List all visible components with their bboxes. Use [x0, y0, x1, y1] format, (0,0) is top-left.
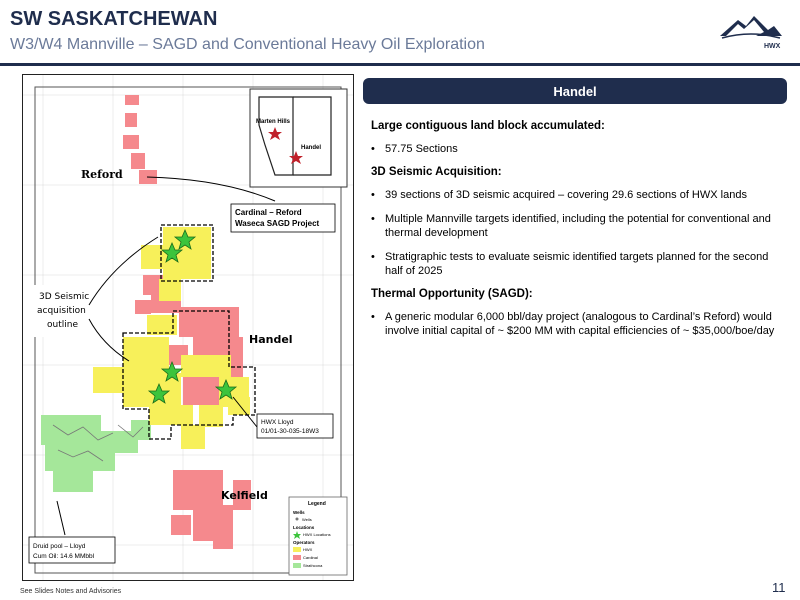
callout-druid-line-2: Cum Oil: 14.6 MMbbl [33, 553, 95, 560]
bullet-land-1: • 57.75 Sections [371, 142, 781, 156]
legend-wells-heading: Wells [293, 510, 305, 515]
callout-druid [29, 537, 115, 563]
strathcona-lands [41, 415, 151, 492]
legend-wells-item: Wells [302, 517, 312, 522]
legend-swatch-strathcona [293, 563, 301, 568]
title-rule [0, 63, 800, 66]
slide-title: SW SASKATCHEWAN [10, 8, 218, 30]
legend-operators-heading: Operators [293, 540, 315, 545]
section-list-seismic [371, 188, 781, 278]
slide-subtitle: W3/W4 Mannville – SAGD and Conventional Heavy Oil Exploration [10, 36, 485, 53]
seismic-label-line-3: outline [47, 320, 78, 330]
legend-well-symbol [296, 518, 299, 521]
label-reford: Reford [81, 168, 123, 181]
page-number: 11 [772, 580, 786, 595]
hwx-logo [716, 10, 786, 50]
bullet-seismic-2: • Multiple Mannville targets identified, including the potential for conventional and thermal development [371, 212, 781, 240]
legend-locations-heading: Locations [293, 525, 315, 530]
inset-map [250, 89, 347, 187]
section-list-land [371, 142, 781, 156]
inset-label-marten-hills: Marten Hills [256, 119, 291, 125]
logo-text: HWX [764, 43, 781, 50]
legend-swatch-cardinal [293, 555, 301, 560]
callout-cardinal [231, 204, 335, 232]
handel-details-panel [371, 120, 781, 348]
callout-hwx-lloyd [257, 414, 333, 438]
label-kelfield: Kelfield [221, 489, 268, 502]
bullet-thermal-1: • A generic modular 6,000 bbl/day project (analogous to Cardinal’s Reford) would involve initial capital of ~ $200 MM with capital efficiencies of ~ $35,000/boe/day [371, 310, 781, 338]
callout-cardinal-line-2: Waseca SAGD Project [235, 219, 320, 228]
inset-label-handel: Handel [301, 145, 322, 151]
callout-hwx-lloyd-line-2: 01/01-30-035-18W3 [261, 428, 319, 435]
label-handel: Handel [249, 333, 293, 346]
legend-operator-strathcona: Strathcona [303, 563, 323, 568]
cardinal-lands [123, 95, 251, 549]
bullet-seismic-3: • Stratigraphic tests to evaluate seismic identified targets planned for the second half of 2025 [371, 250, 781, 278]
map-canvas [23, 75, 353, 580]
section-heading-thermal: Thermal Opportunity (SAGD): [371, 288, 533, 300]
legend-title: Legend [308, 501, 326, 507]
seismic-label-line-2: acquisition [37, 306, 86, 316]
panel-header-handel: Handel [363, 78, 787, 104]
bullet-seismic-1: • 39 sections of 3D seismic acquired – covering 29.6 sections of HWX lands [371, 188, 781, 202]
section-heading-land: Large contiguous land block accumulated: [371, 120, 605, 132]
callout-cardinal-line-1: Cardinal – Reford [235, 208, 302, 217]
legend-locations-item: HWX Locations [303, 532, 331, 537]
seismic-label-line-1: 3D Seismic [39, 292, 90, 302]
map-legend [289, 497, 347, 575]
section-heading-seismic: 3D Seismic Acquisition: [371, 166, 502, 178]
seismic-outline-label [33, 285, 93, 337]
section-list-thermal [371, 310, 781, 338]
callout-hwx-lloyd-line-1: HWX Lloyd [261, 419, 294, 426]
legend-operator-hwx: HWX [303, 547, 313, 552]
land-map [22, 74, 354, 581]
callout-druid-line-1: Druid pool – Lloyd [33, 543, 86, 550]
legend-operator-cardinal: Cardinal [303, 555, 318, 560]
footer-note: See Slides Notes and Advisories [20, 588, 122, 595]
legend-swatch-hwx [293, 547, 301, 552]
